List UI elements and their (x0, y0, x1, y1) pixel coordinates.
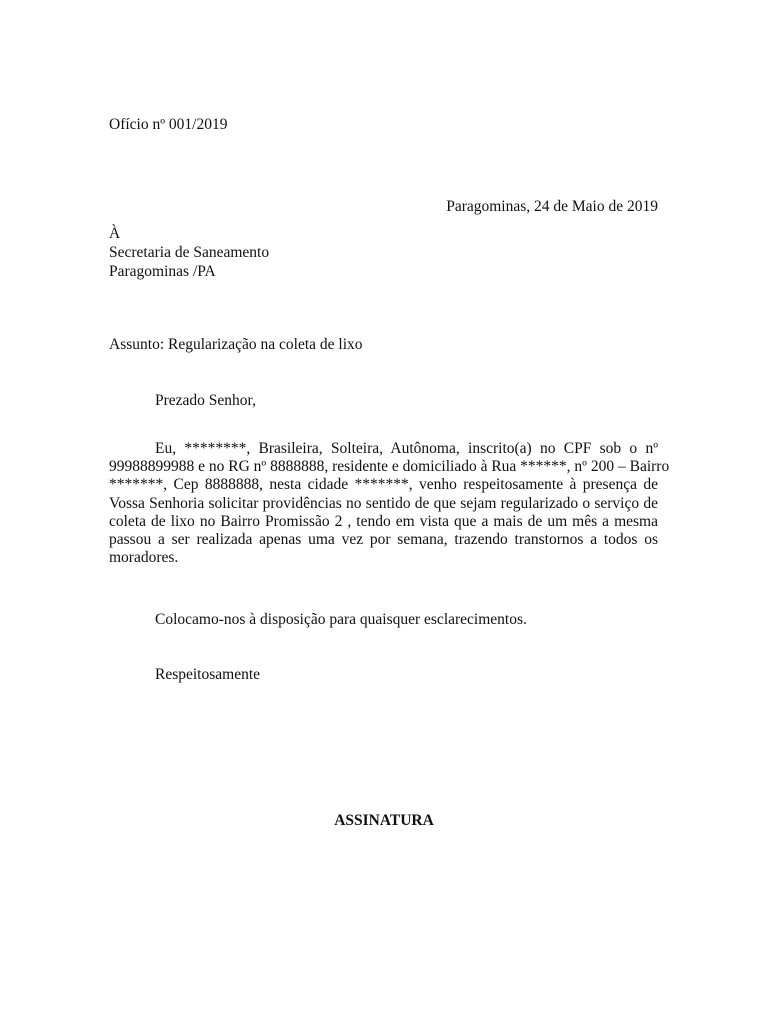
closing: Respeitosamente (155, 666, 261, 683)
greeting: Prezado Senhor, (155, 392, 256, 409)
body-line: 99988899988 e no RG nº 8888888, residente e domiciliado à Rua ******, nº 200 – Bairro (109, 458, 670, 476)
recipient-name: Secretaria de Saneamento (109, 244, 270, 261)
recipient-prefix: À (109, 225, 121, 242)
subject-line: Assunto: Regularização na coleta de lixo (109, 336, 363, 353)
body-line: Vossa Senhoria solicitar providências no sentido de que sejam regularizado o serviço de (109, 494, 658, 512)
signature-label: ASSINATURA (334, 812, 434, 829)
body-line: passou a ser realizada apenas uma vez por semana, trazendo transtornos a todos os (109, 531, 658, 549)
body-line: moradores. (109, 549, 179, 567)
office-reference: Ofício nº 001/2019 (109, 116, 228, 133)
place-date: Paragominas, 24 de Maio de 2019 (446, 198, 658, 215)
recipient-location: Paragominas /PA (109, 263, 216, 280)
body-line: coleta de lixo no Bairro Promissão 2 , tendo em vista que a mais de um mês a mesma (109, 512, 658, 530)
body-line: Eu, ********, Brasileira, Solteira, Autônoma, inscrito(a) no CPF sob o nº (155, 440, 658, 457)
body-line: *******, Cep 8888888, nesta cidade *******, venho respeitosamente à presença de (109, 476, 658, 494)
body-paragraph (109, 440, 670, 567)
closing-offer: Colocamo-nos à disposição para quaisquer esclarecimentos. (155, 611, 527, 628)
